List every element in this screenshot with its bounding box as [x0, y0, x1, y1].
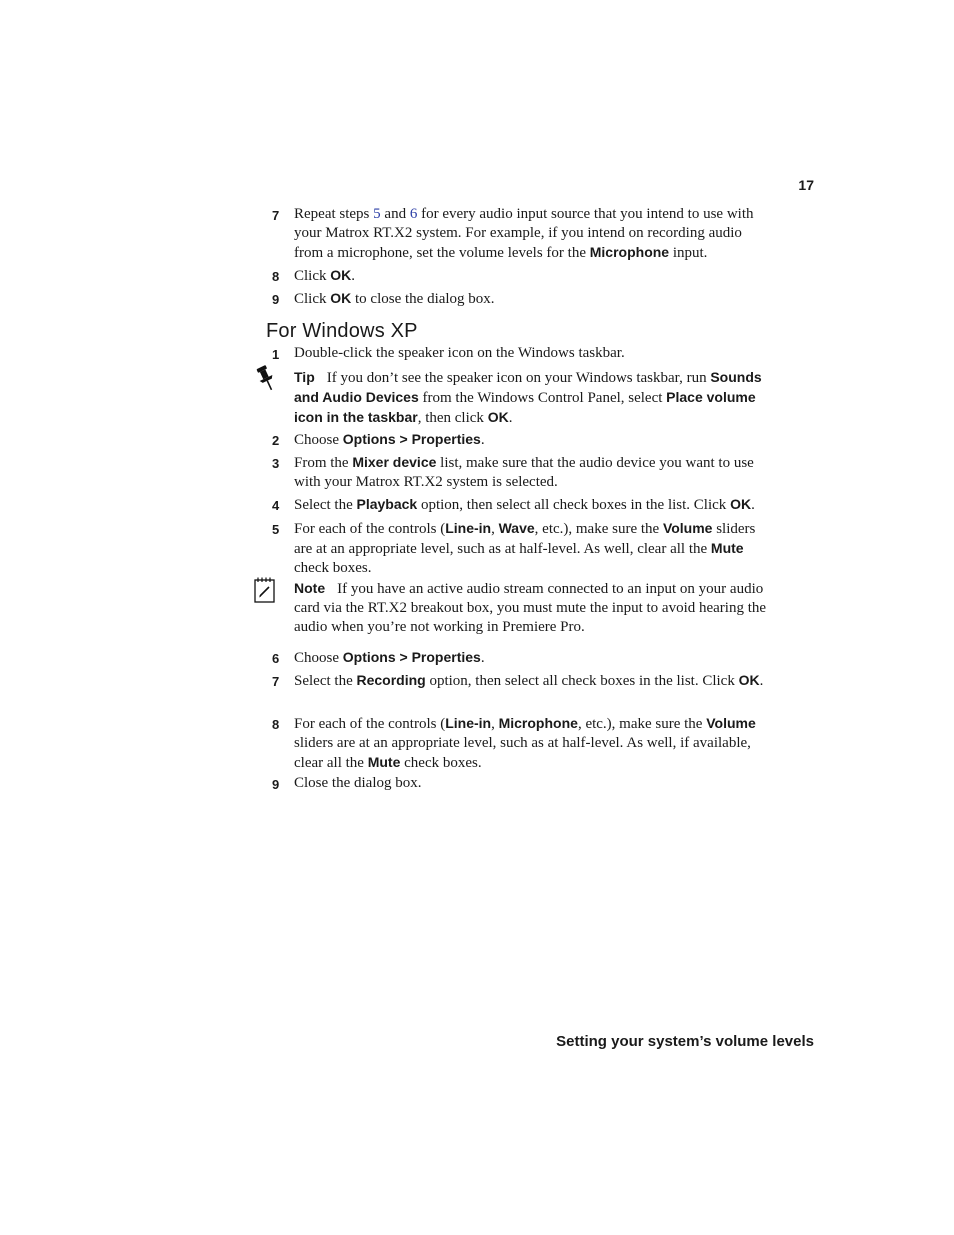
note-label: Note — [294, 580, 326, 596]
step-number: 5 — [272, 522, 280, 537]
section-heading: For Windows XP — [266, 320, 418, 342]
ui-term: OK — [730, 496, 752, 512]
text-run: list, make sure that the audio device you want to use with your Matrox RT.X2 system is selected. — [294, 455, 754, 490]
text-run: . — [351, 268, 355, 284]
ui-term: Sounds and Audio Devices — [294, 369, 762, 405]
text-run: Double-click the speaker icon on the Windows taskbar. — [294, 345, 625, 361]
step-link[interactable]: 5 — [373, 206, 381, 222]
tip-label: Tip — [294, 369, 315, 385]
ui-term: Volume — [706, 715, 756, 731]
text-run: sliders are at an appropriate level, such as at half-level. As well, if available, clear all the — [294, 735, 751, 771]
text-run: input. — [669, 245, 708, 261]
tip-text — [294, 370, 762, 426]
step-text — [294, 453, 772, 492]
step-number: 3 — [272, 456, 280, 471]
tip-callout — [294, 368, 772, 428]
ui-term: Microphone — [589, 244, 670, 260]
text-run: option, then select all check boxes in the list. Click — [425, 673, 739, 689]
text-run: Close the dialog box. — [294, 775, 422, 791]
ui-term: OK — [330, 290, 352, 306]
text-run: sliders are at an appropriate level, such as at half-level. As well, clear all the — [294, 521, 756, 557]
step-number: 2 — [272, 433, 280, 448]
ui-term: Line-in — [445, 520, 492, 536]
ui-term: OK — [330, 267, 352, 283]
ui-term: Place volume icon in the taskbar — [294, 389, 756, 425]
step-text — [294, 519, 772, 578]
step-text — [294, 648, 772, 668]
text-run: , — [491, 521, 499, 537]
step-text — [294, 774, 772, 793]
text-run: For each of the controls ( — [294, 521, 446, 537]
text-run: , then click — [417, 410, 488, 426]
step-number: 7 — [272, 208, 280, 223]
ui-term: Mixer device — [352, 454, 437, 470]
step-number: 8 — [272, 269, 280, 284]
text-run: . — [480, 432, 485, 448]
ui-term: Recording — [356, 672, 426, 688]
text-run: Click — [294, 268, 331, 284]
step-number: 4 — [272, 498, 280, 513]
step-text — [294, 495, 772, 515]
text-run: , — [491, 716, 499, 732]
pushpin-icon — [256, 364, 276, 397]
ui-term: Mute — [710, 540, 744, 556]
text-run: Repeat steps — [294, 206, 374, 222]
ui-term: Line-in — [445, 715, 492, 731]
ui-term: Playback — [356, 496, 418, 512]
step-number: 7 — [272, 674, 280, 689]
text-run: From the — [294, 455, 353, 471]
text-run: . — [508, 410, 513, 426]
step-number: 8 — [272, 717, 280, 732]
text-run: If you don’t see the speaker icon on your Windows taskbar, run — [326, 370, 711, 386]
step-number: 9 — [272, 777, 280, 792]
text-run: Select the — [294, 497, 357, 513]
text-run: . — [480, 650, 485, 666]
text-run: Select the — [294, 673, 357, 689]
ui-term: Microphone — [498, 715, 578, 731]
text-run: , etc.), make sure the — [577, 716, 707, 732]
ui-term: OK — [738, 672, 760, 688]
text-run: Choose — [294, 432, 343, 448]
text-run: for every audio input source that you intend to use with your Matrox RT.X2 system. For example, if you intend on recording audio from a microphone, set the volume levels for the — [294, 206, 754, 261]
page-number: 17 — [798, 177, 814, 193]
text-run: Choose — [294, 650, 343, 666]
text-run: For each of the controls ( — [294, 716, 446, 732]
text-run: . — [751, 497, 755, 513]
text-run: and — [380, 206, 410, 222]
step-text — [294, 714, 772, 773]
ui-term: OK — [487, 409, 509, 425]
text-run: , etc.), make sure the — [534, 521, 663, 537]
text-run: check boxes. — [294, 560, 372, 576]
step-text — [294, 266, 772, 286]
ui-term: Volume — [662, 520, 713, 536]
ui-term: Mute — [367, 754, 401, 770]
step-text — [294, 430, 772, 450]
running-footer: Setting your system’s volume levels — [556, 1033, 814, 1050]
step-link[interactable]: 6 — [409, 206, 418, 222]
ui-term: Options > Properties — [342, 649, 481, 665]
ui-term: Options > Properties — [342, 431, 481, 447]
step-number: 9 — [272, 292, 280, 307]
text-run: from the Windows Control Panel, select — [418, 390, 667, 406]
text-run: check boxes. — [400, 755, 482, 771]
step-text — [294, 289, 772, 309]
text-run: option, then select all check boxes in the list. Click — [417, 497, 731, 513]
step-text — [294, 205, 772, 263]
ui-term: Wave — [498, 520, 535, 536]
note-text — [294, 581, 766, 635]
notepad-icon — [253, 576, 277, 609]
step-number: 1 — [272, 347, 280, 362]
step-number: 6 — [272, 651, 280, 666]
step-text — [294, 671, 772, 691]
text-run: Click — [294, 291, 331, 307]
note-callout — [294, 579, 772, 637]
text-run: . — [759, 673, 764, 689]
step-text — [294, 344, 772, 363]
text-run: If you have an active audio stream connected to an input on your audio card via the RT.X2 breakout box, you must mute the input to avoid hearing the audio when you’re not working in Premiere Pro. — [294, 581, 767, 635]
text-run: to close the dialog box. — [351, 291, 495, 307]
